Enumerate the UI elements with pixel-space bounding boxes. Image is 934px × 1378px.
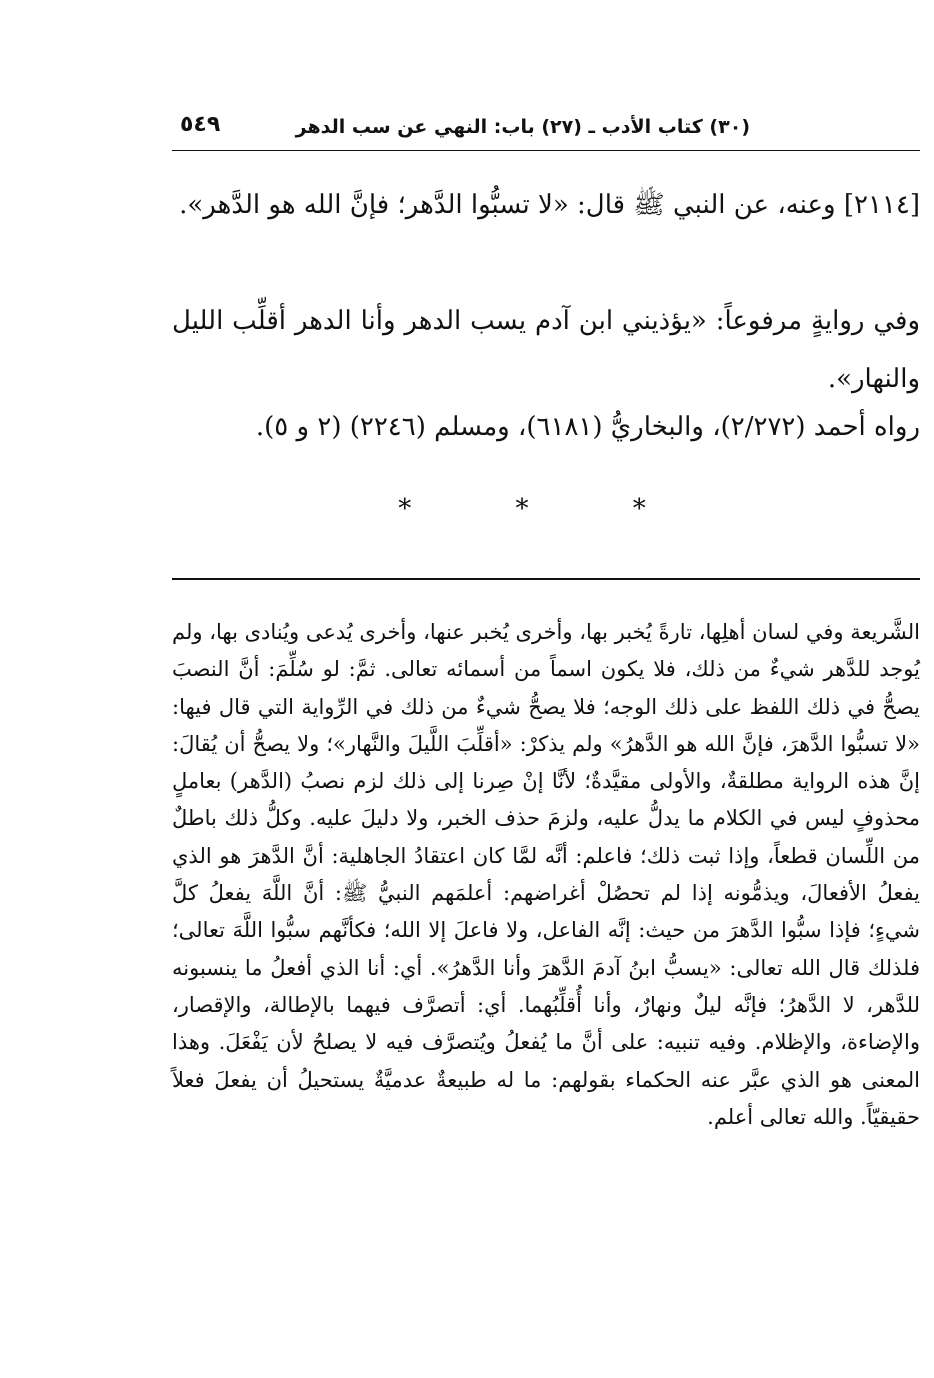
page-number: ٥٤٩ (180, 112, 221, 137)
running-header (172, 112, 920, 144)
citation-paragraph: رواه أحمد (٢/٢٧٢)، والبخاريُّ (٦١٨١)، ومسلم (٢٢٤٦) (٢ و ٥). (255, 412, 920, 442)
section-separator: * * * (398, 494, 694, 524)
header-divider (172, 150, 920, 151)
narration-paragraph: وفي روايةٍ مرفوعاً: «يؤذيني ابن آدم يسب الدهر وأنا الدهر أقلِّب الليل والنهار». (172, 306, 920, 394)
hadith-paragraph: [٢١١٤] وعنه، عن النبي ﷺ قال: «لا تسبُّوا الدَّهر؛ فإنَّ الله هو الدَّهر». (179, 190, 920, 220)
footnote-divider (172, 578, 920, 580)
chapter-title: (٣٠) كتاب الأدب ـ (٢٧) باب: النهي عن سب الدهر (295, 116, 750, 138)
footnote-text: الشَّريعة وفي لسان أهلِها، تارةً يُخبر بها، وأخرى يُخبر عنها، وأخرى يُدعى ويُنادى بها، ولم يُوجد للدَّهر شيءٌ من ذلك، فلا يكون اسماً من أسمائه تعالى. ثمَّ: لو سُلِّمَ: أنَّ النصبَ يصحُّ في ذلك اللفظ على ذلك الوجه؛ فلا يصحُّ شيءٌ من ذلك في الرِّواية التي قال فيها: «لا تسبُّوا الدَّهرَ، فإنَّ الله هو الدَّهرُ» ولم يذكرْ: «أقلِّبَ اللَّيلَ والنَّهار»؛ ولا يصحُّ أن يُقالَ: إنَّ هذه الرواية مطلقةٌ، والأولى مقيَّدةٌ؛ لأنَّا إنْ صِرنا إلى ذلك لزم نصبُ (الدَّهر) بعاملٍ محذوفٍ ليس في الكلام ما يدلُّ عليه، ولزمَ حذف الخبر، ولا دليلَ عليه. وكلُّ ذلك باطلٌ من اللِّسان قطعاً، وإذا ثبت ذلك؛ فاعلم: أنَّه لمَّا كان اعتقادُ الجاهلية: أنَّ الدَّهرَ هو الذي يفعلُ الأفعالَ، ويذمُّونه إذا لم تحصُلْ أغراضهم: أعلمَهم النبيُّ ﷺ: أنَّ اللَّهَ يفعلُ كلَّ شيءٍ؛ فإذا سبُّوا الدَّهرَ من حيث: إنَّه الفاعل، ولا فاعلَ إلا الله؛ فكأنَّهم سبُّوا اللَّهَ تعالى؛ فلذلك قال الله تعالى: «يسبُّ ابنُ آدمَ الدَّهرَ وأنا الدَّهرُ». أي: أنا الذي أفعلُ ما ينسبونه للدَّهر، لا الدَّهرُ؛ فإنَّه ليلٌ ونهارٌ، وأنا أُقلِّبُهما. أي: أتصرَّف فيهما بالإطالة، والإقصار، والإضاءة، والإظلام. وفيه تنبيه: على أنَّ ما يُفعلُ ويُتصرَّف فيه لا يصلحُ لأن يَفْعَلَ. وهذا المعنى هو الذي عبَّر عنه الحكماء بقولهم: ما له طبيعةٌ عدميَّةٌ يستحيلُ أن يفعلَ فعلاً حقيقيّاً. والله تعالى أعلم. (172, 620, 920, 1129)
